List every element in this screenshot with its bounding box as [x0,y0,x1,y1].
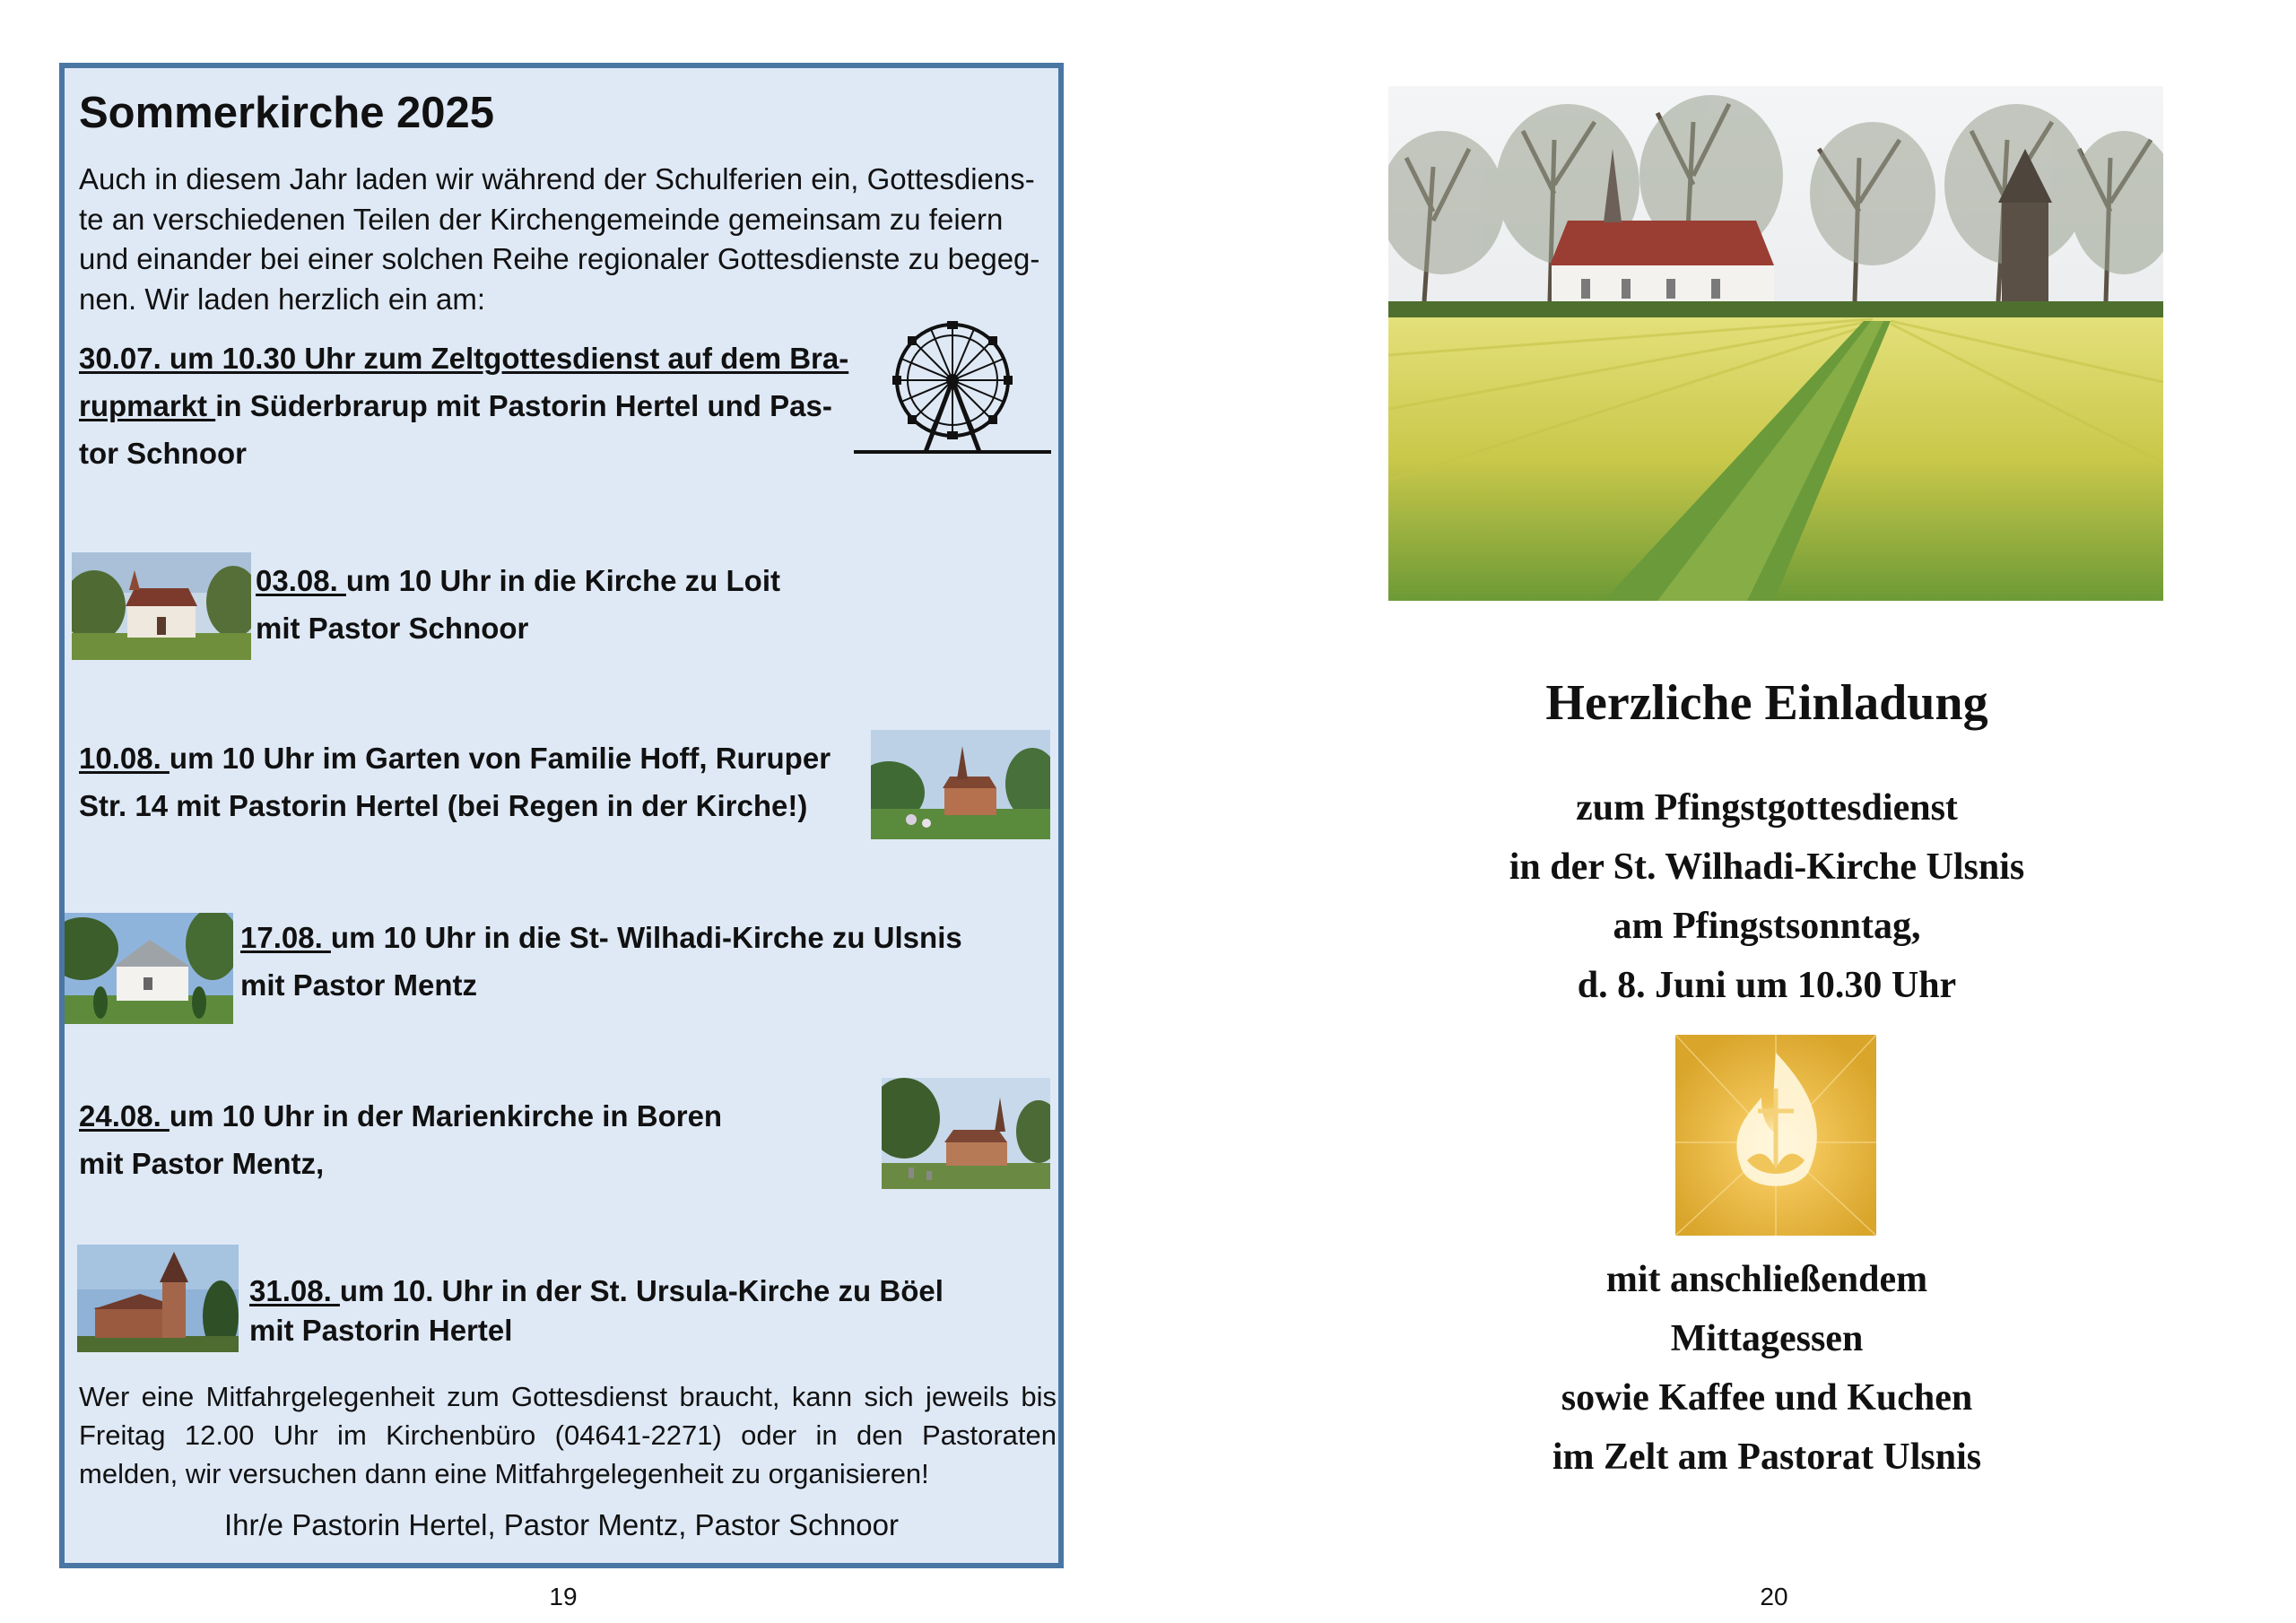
event-item [79,334,886,477]
page-number-right: 20 [1760,1583,1788,1610]
event-item [79,734,886,829]
invitation-line: am Pfingstsonntag, [1613,906,1921,947]
event-item [256,557,883,652]
invitation-line: im Zelt am Pastorat Ulsnis [1552,1436,1982,1478]
event-text: mit Pastorin Hertel [249,1314,513,1347]
event-text: um 10 Uhr in der Marienkirche in Boren [169,1099,723,1133]
signature: Ihr/e Pastorin Hertel, Pastor Mentz, Pastor Schnoor [224,1508,899,1541]
church-ulsnis-photo [65,913,233,1024]
church-boeel-photo [77,1245,239,1352]
event-text: um 10 Uhr in die St- Wilhadi-Kirche zu Ulsnis [330,921,962,954]
event-date: 10.08. [79,742,170,775]
intro-line: nen. Wir laden herzlich ein am: [79,282,486,316]
event-text: um 10 Uhr in die Kirche zu Loit [345,564,780,597]
holy-spirit-flame-dove-icon [1675,1035,1876,1236]
church-garden-photo [871,730,1050,839]
intro-line: te an verschiedenen Teilen der Kirchengemeinde gemeinsam zu feiern [79,202,1004,236]
page-number-left: 19 [549,1583,578,1610]
invitation-line: zum Pfingstgottesdienst [1576,787,1958,829]
page-title: Sommerkirche 2025 [79,89,495,137]
invitation-line: in der St. Wilhadi-Kirche Ulsnis [1509,846,2025,888]
event-text: um 10. Uhr in der St. Ursula-Kirche zu Böel [339,1274,944,1307]
event-date: rupmarkt [79,389,216,422]
ferris-wheel-icon [854,321,1051,456]
invitation-details-after [1381,1250,2152,1487]
event-text: mit Pastor Schnoor [256,612,529,645]
event-text: mit Pastor Mentz, [79,1147,325,1180]
event-date: 31.08. [249,1274,340,1307]
event-text: Str. 14 mit Pastorin Hertel (bei Regen in der Kirche!) [79,789,808,822]
sommerkirche-box [59,63,1064,1568]
event-date: 17.08. [240,921,331,954]
event-item [79,1092,886,1187]
invitation-line: mit anschließendem [1605,1259,1928,1300]
invitation-line: Mittagessen [1670,1318,1864,1359]
invitation-details [1381,778,2152,1015]
church-rapeseed-field-photo [1388,86,2163,601]
church-boren-photo [882,1078,1050,1189]
event-item [240,914,1048,1009]
event-text: um 10 Uhr im Garten von Familie Hoff, Ruruper [169,742,831,775]
invitation-title: Herzliche Einladung [1545,675,1988,731]
event-item [249,1271,1057,1350]
event-text: tor Schnoor [79,437,247,470]
event-text: mit Pastor Mentz [240,968,478,1002]
intro-line: und einander bei einer solchen Reihe regionaler Gottesdienste zu begeg- [79,242,1040,275]
intro-paragraph [79,160,1057,319]
invitation-line: d. 8. Juni um 10.30 Uhr [1577,965,1957,1006]
event-text: in Süderbrarup mit Pastorin Hertel und Pas- [215,389,832,422]
event-date: 03.08. [256,564,346,597]
invitation-line: sowie Kaffee und Kuchen [1561,1377,1973,1419]
church-loit-photo [72,552,251,660]
intro-line: Auch in diesem Jahr laden wir während der Schulferien ein, Gottesdiens- [79,162,1035,195]
event-date: 30.07. um 10.30 Uhr zum Zeltgottesdienst auf dem Bra- [79,342,849,375]
carpool-note: Wer eine Mitfahrgelegenheit zum Gottesdienst braucht, kann sich jeweils bis Freitag 12.00 Uhr im Kirchenbüro (04641-2271) oder in den Pastoraten melden, wir versuchen dann eine Mitfahrgelegenheit zu organisieren! [79,1381,1057,1489]
event-date: 24.08. [79,1099,170,1133]
